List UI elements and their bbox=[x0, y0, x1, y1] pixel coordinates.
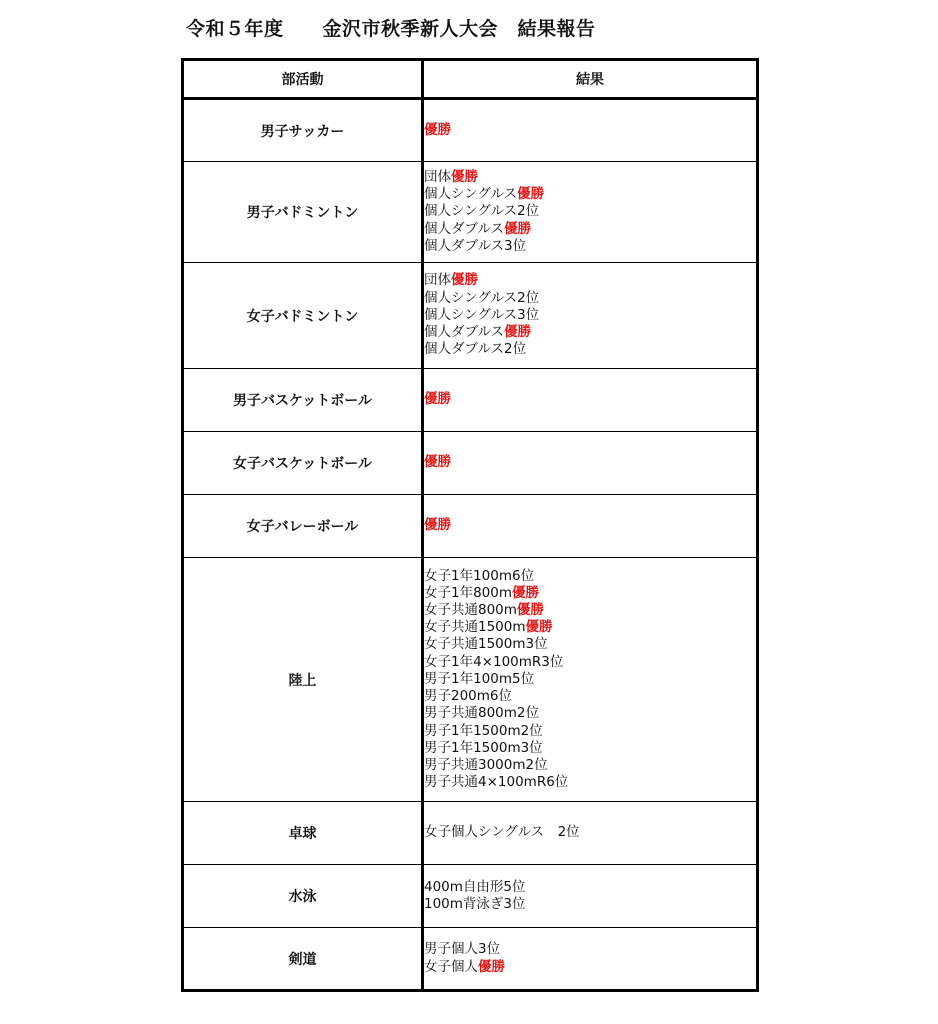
result-cell bbox=[423, 928, 758, 991]
result-line bbox=[424, 671, 756, 688]
result-text: 個人ダブルス2位 bbox=[424, 341, 527, 358]
result-cell bbox=[423, 432, 758, 495]
result-line bbox=[424, 186, 756, 203]
result-text: 女子1年4×100mR3位 bbox=[424, 653, 564, 670]
result-cell bbox=[423, 495, 758, 558]
table-row bbox=[183, 432, 758, 495]
winner-label: 優勝 bbox=[478, 958, 505, 975]
winner-label: 優勝 bbox=[424, 517, 451, 534]
club-name: 男子バスケットボール bbox=[183, 369, 423, 432]
result-text: 男子1年1500m3位 bbox=[424, 739, 543, 756]
club-name: 卓球 bbox=[183, 802, 423, 865]
result-text: 団体 bbox=[424, 272, 451, 289]
result-text: 男子共通3000m2位 bbox=[424, 756, 548, 773]
result-text: 男子個人3位 bbox=[424, 941, 501, 958]
result-line bbox=[424, 654, 756, 671]
result-line bbox=[424, 740, 756, 757]
result-text: 男子200m6位 bbox=[424, 688, 513, 705]
result-text: 男子共通4×100mR6位 bbox=[424, 774, 569, 791]
table-row bbox=[183, 802, 758, 865]
result-line bbox=[424, 723, 756, 740]
result-line bbox=[424, 879, 756, 896]
result-text: 女子個人 bbox=[424, 958, 478, 975]
club-name: 女子バスケットボール bbox=[183, 432, 423, 495]
result-line bbox=[424, 941, 756, 958]
result-line bbox=[424, 272, 756, 289]
result-cell bbox=[423, 802, 758, 865]
result-line bbox=[424, 391, 756, 408]
result-line bbox=[424, 169, 756, 186]
result-line bbox=[424, 602, 756, 619]
winner-label: 優勝 bbox=[516, 602, 544, 619]
club-name: 水泳 bbox=[183, 865, 423, 928]
result-line bbox=[424, 203, 756, 220]
table-row bbox=[183, 369, 758, 432]
result-text: 個人ダブルス bbox=[424, 220, 505, 237]
result-line bbox=[424, 585, 756, 602]
results-body bbox=[183, 99, 758, 991]
result-text: 男子1年100m5位 bbox=[424, 670, 535, 687]
club-name: 陸上 bbox=[183, 558, 423, 802]
winner-label: 優勝 bbox=[525, 619, 553, 636]
table-header-row bbox=[183, 60, 758, 99]
result-cell bbox=[423, 558, 758, 802]
club-name: 女子バレーボール bbox=[183, 495, 423, 558]
winner-label: 優勝 bbox=[451, 168, 478, 185]
winner-label: 優勝 bbox=[517, 186, 545, 203]
result-text: 女子1年800m bbox=[424, 584, 513, 601]
club-name: 女子バドミントン bbox=[183, 263, 423, 369]
table-row bbox=[183, 263, 758, 369]
result-text: 個人シングルス2位 bbox=[424, 289, 540, 306]
result-line bbox=[424, 705, 756, 722]
winner-label: 優勝 bbox=[504, 324, 532, 341]
result-line bbox=[424, 122, 756, 139]
winner-label: 優勝 bbox=[424, 391, 451, 408]
result-cell bbox=[423, 99, 758, 162]
result-text: 女子1年100m6位 bbox=[424, 567, 535, 584]
table-row bbox=[183, 162, 758, 263]
result-cell bbox=[423, 162, 758, 263]
result-line bbox=[424, 517, 756, 534]
result-line bbox=[424, 774, 756, 791]
result-line bbox=[424, 959, 756, 976]
winner-label: 優勝 bbox=[512, 584, 540, 601]
result-line bbox=[424, 757, 756, 774]
result-line bbox=[424, 221, 756, 238]
table-row bbox=[183, 865, 758, 928]
winner-label: 優勝 bbox=[424, 121, 451, 138]
result-cell bbox=[423, 865, 758, 928]
result-text: 女子個人シングルス 2位 bbox=[424, 824, 580, 841]
header-club: 部活動 bbox=[183, 60, 423, 99]
result-text: 団体 bbox=[424, 168, 451, 185]
table-row bbox=[183, 495, 758, 558]
result-line bbox=[424, 636, 756, 653]
result-line bbox=[424, 341, 756, 358]
winner-label: 優勝 bbox=[504, 220, 532, 237]
table-row bbox=[183, 99, 758, 162]
result-text: 個人シングルス bbox=[424, 186, 518, 203]
page-title: 令和５年度 金沢市秋季新人大会 結果報告 bbox=[186, 18, 596, 40]
result-cell bbox=[423, 369, 758, 432]
result-line bbox=[424, 307, 756, 324]
result-text: 女子共通1500m3位 bbox=[424, 636, 548, 653]
table-row bbox=[183, 558, 758, 802]
result-text: 400m自由形5位 bbox=[424, 878, 526, 895]
result-text: 個人シングルス2位 bbox=[424, 203, 540, 220]
result-line bbox=[424, 238, 756, 255]
result-line bbox=[424, 824, 756, 841]
result-text: 100m背泳ぎ3位 bbox=[424, 896, 526, 912]
winner-label: 優勝 bbox=[424, 454, 451, 471]
result-cell bbox=[423, 263, 758, 369]
result-line bbox=[424, 619, 756, 636]
result-line bbox=[424, 290, 756, 307]
result-text: 男子共通800m2位 bbox=[424, 705, 540, 722]
club-name: 男子サッカー bbox=[183, 99, 423, 162]
club-name: 男子バドミントン bbox=[183, 162, 423, 263]
result-line bbox=[424, 568, 756, 585]
result-text: 個人ダブルス3位 bbox=[424, 237, 527, 254]
result-line bbox=[424, 896, 756, 913]
club-name: 剣道 bbox=[183, 928, 423, 991]
winner-label: 優勝 bbox=[451, 272, 478, 289]
result-text: 個人シングルス3位 bbox=[424, 306, 540, 323]
table-row bbox=[183, 928, 758, 991]
result-text: 男子1年1500m2位 bbox=[424, 722, 543, 739]
result-text: 女子共通1500m bbox=[424, 619, 526, 636]
result-line bbox=[424, 454, 756, 471]
result-text: 個人ダブルス bbox=[424, 324, 505, 341]
result-line bbox=[424, 688, 756, 705]
header-result: 結果 bbox=[423, 60, 758, 99]
result-line bbox=[424, 324, 756, 341]
result-text: 女子共通800m bbox=[424, 602, 517, 619]
results-table bbox=[181, 58, 759, 992]
